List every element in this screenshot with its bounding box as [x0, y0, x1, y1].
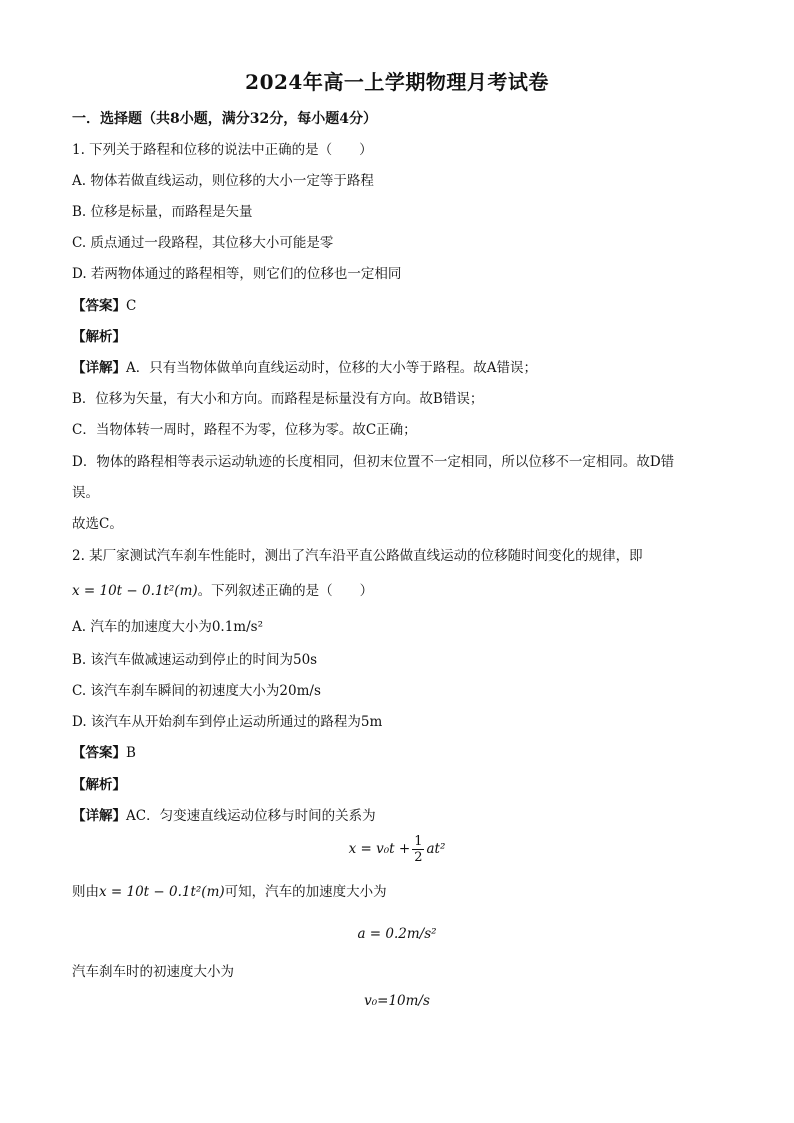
q1-option-d: D. 若两物体通过的路程相等，则它们的位移也一定相同 [72, 266, 402, 282]
q2-derive-line: 则由x = 10t − 0.1t²(m)可知，汽车的加速度大小为 [72, 884, 387, 900]
q1-option-c: C. 质点通过一段路程，其位移大小可能是零 [72, 235, 334, 251]
q1-option-a: A. 物体若做直线运动，则位移的大小一定等于路程 [72, 173, 374, 189]
q1-option-b: B. 位移是标量，而路程是矢量 [72, 204, 253, 220]
q1-detail-d-cont: 误。 [72, 485, 99, 501]
detail-label: 【详解】 [72, 360, 126, 376]
question-2-stem-cont: x = 10t − 0.1t²(m)。下列叙述正确的是（ ） [72, 583, 374, 599]
q2-option-c: C. 该汽车刹车瞬间的初速度大小为20m/s [72, 683, 321, 699]
equation-acceleration: a = 0.2m/s² [357, 926, 437, 942]
stem-formula: x = 10t − 0.1t²(m) [72, 583, 198, 599]
page-title: 2024年高一上学期物理月考试卷 [245, 70, 549, 94]
equation-initial-velocity: v₀=10m/s [364, 993, 430, 1009]
q1-conclusion: 故选C。 [72, 516, 123, 532]
q2-analysis-label: 【解析】 [72, 777, 126, 793]
q2-option-a: A. 汽车的加速度大小为0.1m/s² [72, 619, 263, 635]
section-heading: 一．选择题（共8小题，满分32分，每小题4分） [72, 111, 377, 127]
question-2-stem: 2. 某厂家测试汽车刹车性能时，测出了汽车沿平直公路做直线运动的位移随时间变化的规律，即 [72, 548, 643, 564]
answer-value: C [126, 298, 137, 314]
q1-detail-a: 【详解】A．只有当物体做单向直线运动时，位移的大小等于路程。故A错误； [72, 360, 537, 376]
equation-displacement: x = v₀t + $\frac{1}{2}$ at² [348, 834, 446, 865]
q2-detail-ac: 【详解】AC．匀变速直线运动位移与时间的关系为 [72, 808, 376, 824]
fraction-one-half: $\frac{1}{2}$ [414, 834, 423, 865]
q1-detail-d: D．物体的路程相等表示运动轨迹的长度相同，但初末位置不一定相同，所以位移不一定相同。故D错 [72, 454, 675, 470]
question-1-stem: 1. 下列关于路程和位移的说法中正确的是（ ） [72, 142, 373, 158]
q1-detail-b: B．位移为矢量，有大小和方向。而路程是标量没有方向。故B错误； [72, 391, 484, 407]
q2-option-d: D. 该汽车从开始刹车到停止运动所通过的路程为5m [72, 714, 383, 730]
q1-analysis-label: 【解析】 [72, 329, 126, 345]
q1-detail-c: C．当物体转一周时，路程不为零，位移为零。故C正确； [72, 422, 417, 438]
answer-label: 【答案】 [72, 298, 126, 314]
q2-initial-velocity-text: 汽车刹车时的初速度大小为 [72, 964, 234, 980]
q1-answer [72, 296, 136, 316]
q2-option-b: B. 该汽车做减速运动到停止的时间为50s [72, 652, 318, 668]
q2-answer: 【答案】B [72, 745, 136, 761]
